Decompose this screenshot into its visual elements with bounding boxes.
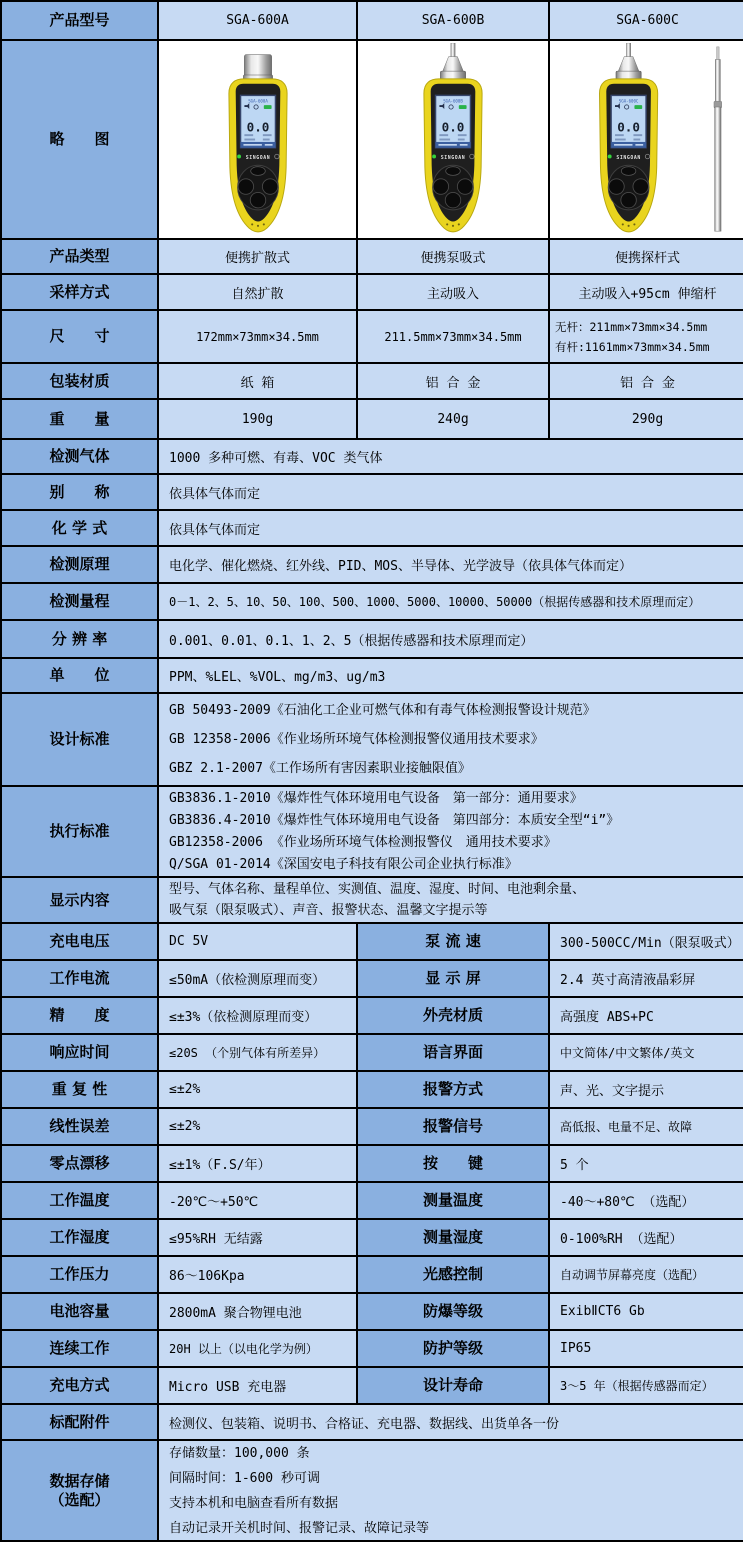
row-sampling-method	[2, 273, 741, 309]
row-label: 光感控制	[356, 1257, 548, 1292]
spec-value: ExibⅡCT6 Gb	[548, 1294, 743, 1329]
spec-value: 1000 多种可燃、有毒、VOC 类气体	[157, 440, 743, 473]
row-label: 重 量	[2, 400, 157, 438]
standard-line: Q/SGA 01-2014《深国安电子科技有限公司企业执行标准》	[169, 856, 518, 872]
screen-reading: 0.0	[246, 118, 269, 134]
spec-value: 中文简体/中文繁体/英文	[548, 1035, 743, 1070]
row-label: 语言界面	[356, 1035, 548, 1070]
telescopic-rod-icon	[713, 46, 721, 230]
spec-value: 0.001、0.01、0.1、1、2、5（根据传感器和技术原理而定）	[157, 621, 743, 657]
spec-value: 172mm×73mm×34.5mm	[157, 311, 356, 362]
battery-icon	[634, 105, 642, 109]
spec-value: 电化学、催化燃烧、红外线、PID、MOS、半导体、光学波导（依具体气体而定）	[157, 547, 743, 582]
led-indicator	[432, 154, 436, 158]
row-label-line: （选配）	[49, 1490, 110, 1509]
row-design-standards	[2, 692, 741, 785]
spec-value: 3～5 年（根据传感器而定）	[548, 1368, 743, 1403]
device-image-sga-600a	[183, 43, 333, 237]
led-indicator	[607, 154, 611, 158]
row-label: 尺 寸	[2, 311, 157, 362]
row-label: 充电方式	[2, 1368, 157, 1403]
device-photo-cell-c	[548, 41, 743, 238]
row-continuous-work-protection	[2, 1329, 741, 1366]
row-label: 按 键	[356, 1146, 548, 1181]
sketch-label: 略 图	[2, 41, 157, 238]
spec-value: -20℃～+50℃	[157, 1183, 356, 1218]
spec-value: 0-100%RH （选配）	[548, 1220, 743, 1255]
device-photo-cell-b	[356, 41, 548, 238]
row-label: 泵 流 速	[356, 924, 548, 959]
row-weight	[2, 398, 741, 438]
standard-line: GBZ 2.1-2007《工作场所有害因素职业接触限值》	[169, 761, 471, 776]
row-label: 工作电流	[2, 961, 157, 996]
row-label: 检测气体	[2, 440, 157, 473]
spec-value: 声、光、文字提示	[548, 1072, 743, 1107]
row-label: 单 位	[2, 659, 157, 692]
row-label: 分 辨 率	[2, 621, 157, 657]
row-label: 执行标准	[2, 787, 157, 876]
row-linearity-alarm-signal	[2, 1107, 741, 1144]
row-label: 显 示 屏	[356, 961, 548, 996]
row-label: 防护等级	[356, 1331, 548, 1366]
sensor-head-icon	[243, 54, 272, 79]
brand-label: SINGOAN	[615, 154, 641, 161]
row-label: 设计寿命	[356, 1368, 548, 1403]
standard-line: GB 12358-2006《作业场所环境气体检测报警仪通用技术要求》	[169, 732, 544, 747]
spec-value: 铝 合 金	[356, 364, 548, 398]
led-indicator	[237, 154, 241, 158]
model-name-b: SGA-600B	[356, 2, 548, 39]
spec-value: 纸 箱	[157, 364, 356, 398]
spec-value	[548, 311, 743, 362]
standard-line: GB12358-2006 《作业场所环境气体检测报警仪 通用技术要求》	[169, 834, 557, 850]
row-repeatability-alarm-mode	[2, 1070, 741, 1107]
header-row	[2, 2, 741, 39]
row-label: 设计标准	[2, 694, 157, 785]
row-label: 化 学 式	[2, 511, 157, 545]
model-name-a: SGA-600A	[157, 2, 356, 39]
spec-value: ≤50mA（依检测原理而变）	[157, 961, 356, 996]
spec-value: IP65	[548, 1331, 743, 1366]
row-label: 工作温度	[2, 1183, 157, 1218]
row-charging-voltage-pump-rate	[2, 922, 741, 959]
spec-value: 240g	[356, 400, 548, 438]
row-label: 报警信号	[356, 1109, 548, 1144]
battery-icon	[459, 105, 467, 109]
spec-value: 主动吸入	[356, 275, 548, 309]
row-working-pressure-light-control	[2, 1255, 741, 1292]
row-chemical-formula	[2, 509, 741, 545]
keypad	[433, 165, 474, 210]
pump-probe-icon	[440, 43, 465, 80]
row-label: 电池容量	[2, 1294, 157, 1329]
row-label: 产品类型	[2, 240, 157, 273]
row-detection-range	[2, 582, 741, 619]
row-label: 测量湿度	[356, 1220, 548, 1255]
spec-value: Micro USB 充电器	[157, 1368, 356, 1403]
spec-value: 86～106Kpa	[157, 1257, 356, 1292]
spec-value: 检测仪、包装箱、说明书、合格证、充电器、数据线、出货单各一份	[157, 1405, 743, 1439]
row-label: 外壳材质	[356, 998, 548, 1033]
spec-value: ≤20S （个别气体有所差异）	[157, 1035, 356, 1070]
row-zero-drift-buttons	[2, 1144, 741, 1181]
row-alias	[2, 473, 741, 509]
content-line: 吸气泵（限泵吸式）、声音、报警状态、温馨文字提示等	[169, 903, 488, 918]
standard-line: GB 50493-2009《石油化工企业可燃气体和有毒气体检测报警设计规范》	[169, 703, 596, 718]
screen-reading: 0.0	[616, 118, 640, 134]
spec-value	[157, 1441, 743, 1540]
row-response-time-language	[2, 1033, 741, 1070]
spec-value: 2.4 英寸高清液晶彩屏	[548, 961, 743, 996]
row-display-content	[2, 876, 741, 922]
device-screen	[436, 95, 471, 147]
row-label: 检测量程	[2, 584, 157, 619]
spec-value: 高强度 ABS+PC	[548, 998, 743, 1033]
battery-icon	[263, 105, 271, 109]
header-label: 产品型号	[2, 2, 157, 39]
spec-value: ≤±2%	[157, 1072, 356, 1107]
row-battery-explosionproof	[2, 1292, 741, 1329]
keypad	[608, 165, 649, 210]
row-label: 线性误差	[2, 1109, 157, 1144]
storage-line: 间隔时间：1-600 秒可调	[169, 1470, 320, 1486]
spec-value: 主动吸入+95cm 伸缩杆	[548, 275, 743, 309]
sketch-row	[2, 39, 741, 238]
row-label: 连续工作	[2, 1331, 157, 1366]
spec-value: ≤±3%（依检测原理而变）	[157, 998, 356, 1033]
row-resolution	[2, 619, 741, 657]
screen-model-text: SGA-600B	[443, 98, 463, 104]
spec-value	[157, 694, 743, 785]
row-label	[2, 1441, 157, 1540]
row-detected-gases	[2, 438, 741, 473]
standard-line: GB3836.4-2010《爆炸性气体环境用电气设备 第四部分：本质安全型“i”》	[169, 812, 620, 828]
spec-value: 0－1、2、5、10、50、100、500、1000、5000、10000、50000（根据传感器和技术原理而定）	[157, 584, 743, 619]
storage-line: 自动记录开关机时间、报警记录、故障记录等	[169, 1520, 430, 1536]
row-detection-principle	[2, 545, 741, 582]
spec-value: 5 个	[548, 1146, 743, 1181]
spec-value: 2800mA 聚合物锂电池	[157, 1294, 356, 1329]
brand-label: SINGOAN	[245, 154, 270, 161]
spec-value: 依具体气体而定	[157, 511, 743, 545]
row-label: 别 称	[2, 475, 157, 509]
row-label: 工作压力	[2, 1257, 157, 1292]
row-product-type	[2, 238, 741, 273]
spec-value: 高低报、电量不足、故障	[548, 1109, 743, 1144]
row-label: 精 度	[2, 998, 157, 1033]
spec-value: 211.5mm×73mm×34.5mm	[356, 311, 548, 362]
spec-value: 便携扩散式	[157, 240, 356, 273]
spec-value: 铝 合 金	[548, 364, 743, 398]
row-data-storage	[2, 1439, 741, 1540]
row-label: 检测原理	[2, 547, 157, 582]
model-name-c: SGA-600C	[548, 2, 743, 39]
screen-reading: 0.0	[441, 118, 465, 134]
keypad	[237, 165, 278, 210]
spec-value	[157, 787, 743, 876]
screen-model-text: SGA-600C	[618, 98, 638, 104]
spec-value: DC 5V	[157, 924, 356, 959]
device-photo-cell-a	[157, 41, 356, 238]
row-label: 零点漂移	[2, 1146, 157, 1181]
row-label: 采样方式	[2, 275, 157, 309]
row-units	[2, 657, 741, 692]
spec-value: 自动调节屏幕亮度（选配）	[548, 1257, 743, 1292]
device-screen	[611, 95, 646, 147]
spec-value: 便携探杆式	[548, 240, 743, 273]
spec-value: 依具体气体而定	[157, 475, 743, 509]
storage-line: 存储数量：100,000 条	[169, 1445, 310, 1461]
storage-line: 支持本机和电脑查看所有数据	[169, 1495, 339, 1511]
row-label: 重 复 性	[2, 1072, 157, 1107]
spec-value: ≤95%RH 无结露	[157, 1220, 356, 1255]
spec-value: ≤±1%（F.S/年）	[157, 1146, 356, 1181]
spec-value: 20H 以上（以电化学为例）	[157, 1331, 356, 1366]
spec-value: ≤±2%	[157, 1109, 356, 1144]
pump-probe-icon	[615, 43, 640, 80]
spec-value: 190g	[157, 400, 356, 438]
row-label: 显示内容	[2, 878, 157, 922]
brand-label: SINGOAN	[440, 154, 466, 161]
spec-value: 便携泵吸式	[356, 240, 548, 273]
row-label-line: 数据存储	[49, 1471, 110, 1490]
device-screen	[240, 95, 275, 147]
screen-model-text: SGA-600A	[247, 98, 268, 104]
spec-value: PPM、%LEL、%VOL、mg/m3、ug/m3	[157, 659, 743, 692]
row-working-temp-measure-temp	[2, 1181, 741, 1218]
row-dimensions	[2, 309, 741, 362]
row-label: 报警方式	[356, 1072, 548, 1107]
row-label: 工作湿度	[2, 1220, 157, 1255]
row-executive-standards	[2, 785, 741, 876]
spec-value: 300-500CC/Min（限泵吸式）	[548, 924, 743, 959]
row-label: 标配附件	[2, 1405, 157, 1439]
device-image-sga-600c	[553, 43, 743, 237]
device-image-sga-600b	[378, 43, 528, 237]
dimension-line: 有杆:1161mm×73mm×34.5mm	[555, 339, 710, 354]
row-label: 包装材质	[2, 364, 157, 398]
row-charging-method-design-life	[2, 1366, 741, 1403]
row-label: 防爆等级	[356, 1294, 548, 1329]
row-label: 响应时间	[2, 1035, 157, 1070]
spec-value	[157, 878, 743, 922]
spec-value: 自然扩散	[157, 275, 356, 309]
row-accuracy-shell-material	[2, 996, 741, 1033]
dimension-line: 无杆：211mm×73mm×34.5mm	[555, 319, 708, 334]
standard-line: GB3836.1-2010《爆炸性气体环境用电气设备 第一部分：通用要求》	[169, 790, 583, 806]
content-line: 型号、气体名称、量程单位、实测值、温度、湿度、时间、电池剩余量、	[169, 882, 586, 897]
spec-value: -40～+80℃ （选配）	[548, 1183, 743, 1218]
spec-value: 290g	[548, 400, 743, 438]
row-label: 测量温度	[356, 1183, 548, 1218]
row-working-humidity-measure-humidity	[2, 1218, 741, 1255]
row-label: 充电电压	[2, 924, 157, 959]
row-standard-accessories	[2, 1403, 741, 1439]
row-working-current-display	[2, 959, 741, 996]
row-packaging	[2, 362, 741, 398]
